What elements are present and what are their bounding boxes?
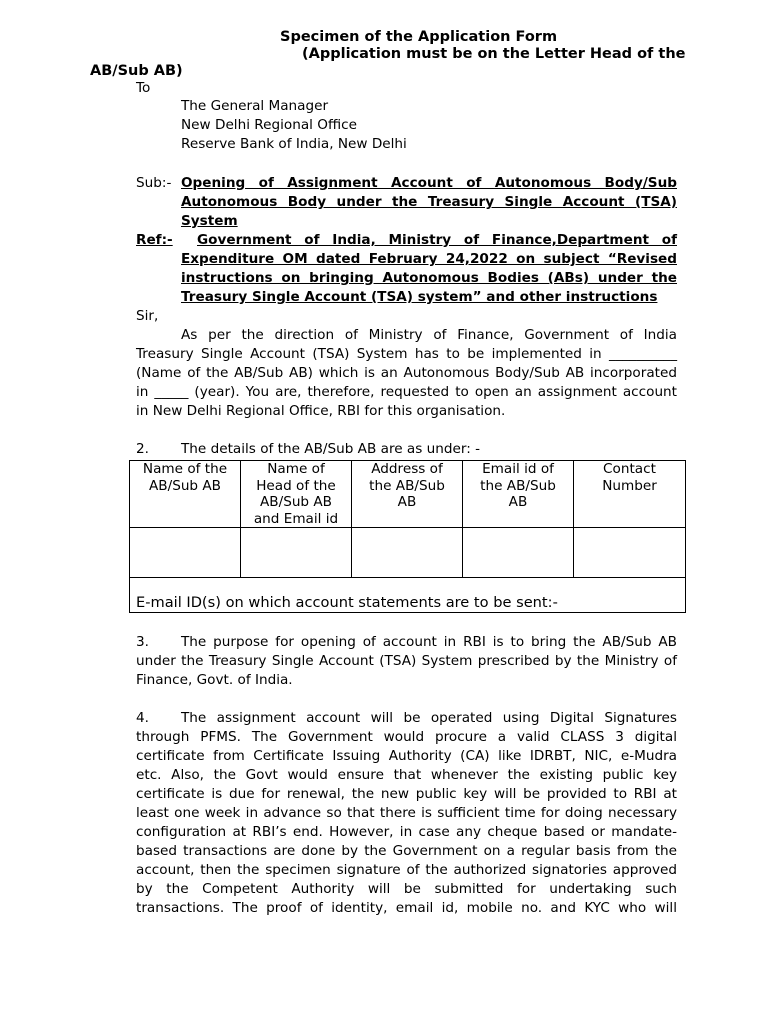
address-line: The General Manager: [181, 98, 329, 114]
para4-number: 4.: [136, 710, 149, 726]
table-row: [130, 528, 686, 578]
header-text: the AB/Sub: [480, 477, 556, 494]
para4-line: least one week in advance so that there is sufficient time for doing necessary: [136, 805, 677, 821]
salutation: Sir,: [136, 308, 159, 324]
header-text: AB: [508, 494, 528, 510]
para1-line: Treasury Single Account (TSA) System has to be implemented in __________: [136, 346, 677, 362]
para1-line: in _____ (year). You are, therefore, requested to open an assignment account: [136, 384, 677, 400]
letterhead-note: (Application must be on the Letter Head of the: [302, 46, 686, 62]
table-header-cell: [574, 461, 686, 528]
table-header-cell: [241, 461, 352, 528]
para4-line: account, then the specimen signature of the authorized signatories approved: [136, 862, 677, 878]
to-label: To: [136, 80, 151, 96]
reference-line: Treasury Single Account (TSA) system” and other instructions: [181, 289, 658, 305]
para1-line: As per the direction of Ministry of Finance, Government of India: [181, 327, 677, 343]
reference-label: Ref:-: [136, 232, 173, 248]
table-header-cell: [352, 461, 463, 528]
subject-line: System: [181, 213, 238, 229]
table-header-row: [130, 461, 686, 528]
para4-line: by the Competent Authority will be submitted for undertaking such: [136, 881, 677, 897]
reference-line: Expenditure OM dated February 24,2022 on subject “Revised: [181, 251, 677, 267]
header-text: and Email id: [253, 510, 339, 527]
letterhead-note-cont: AB/Sub AB): [90, 63, 183, 79]
para4-line: through PFMS. The Government would procure a valid CLASS 3 digital: [136, 729, 677, 745]
header-text: Name of the: [142, 461, 228, 477]
subject-label: Sub:-: [136, 175, 172, 191]
email-statement-cell: E-mail ID(s) on which account statements are to be sent:-: [130, 578, 686, 613]
table-header-cell: [463, 461, 574, 528]
header-text: the AB/Sub: [369, 477, 445, 494]
table-cell: [241, 528, 352, 578]
header-text: Head of the: [256, 477, 336, 494]
para1-line: (Name of the AB/Sub AB) which is an Autonomous Body/Sub AB incorporated: [136, 365, 677, 381]
subject-line: Autonomous Body under the Treasury Single Account (TSA): [181, 194, 677, 210]
header-text: Address of: [371, 461, 443, 477]
table-cell: [130, 528, 241, 578]
para3-number: 3.: [136, 634, 149, 650]
para2-number: 2.: [136, 441, 149, 457]
address-line: Reserve Bank of India, New Delhi: [181, 136, 407, 152]
table-header-cell: [130, 461, 241, 528]
table-cell: [352, 528, 463, 578]
para4-line: certificate is due for renewal, the new public key will be provided to RBI at: [136, 786, 677, 802]
para1-line: in New Delhi Regional Office, RBI for this organisation.: [136, 403, 506, 419]
para3-line: Finance, Govt. of India.: [136, 672, 293, 688]
header-text: AB: [397, 494, 417, 510]
para3-line: under the Treasury Single Account (TSA) System prescribed by the Ministry of: [136, 653, 677, 669]
address-line: New Delhi Regional Office: [181, 117, 357, 133]
form-title: Specimen of the Application Form: [280, 29, 558, 45]
header-text: Name of: [267, 461, 325, 477]
para4-line: configuration at RBI’s end. However, in case any cheque based or mandate-: [136, 824, 677, 840]
reference-line: instructions on bringing Autonomous Bodies (ABs) under the: [181, 270, 677, 286]
header-text: AB/Sub AB: [148, 477, 222, 494]
header-text: Contact: [603, 461, 656, 477]
table-cell: [463, 528, 574, 578]
header-text: Number: [602, 477, 657, 494]
para2-text: The details of the AB/Sub AB are as under: -: [181, 441, 481, 457]
para3-line: The purpose for opening of account in RBI is to bring the AB/Sub AB: [181, 634, 677, 650]
para4-line: etc. Also, the Govt would ensure that whenever the existing public key: [136, 767, 677, 783]
para4-line: transactions. The proof of identity, email id, mobile no. and KYC who will: [136, 900, 677, 916]
para4-line: based transactions are done by the Government on a regular basis from the: [136, 843, 677, 859]
header-text: Email id of: [482, 461, 554, 477]
para4-line: The assignment account will be operated using Digital Signatures: [181, 710, 677, 726]
reference-line: Government of India, Ministry of Finance,Department of: [197, 232, 677, 248]
header-text: AB/Sub AB: [259, 494, 333, 510]
para4-line: certificate from Certificate Issuing Authority (CA) like IDRBT, NIC, e-Mudra: [136, 748, 677, 764]
email-row: [130, 578, 686, 613]
table-cell: [574, 528, 686, 578]
details-table: [129, 460, 686, 613]
subject-line: Opening of Assignment Account of Autonomous Body/Sub: [181, 175, 677, 191]
